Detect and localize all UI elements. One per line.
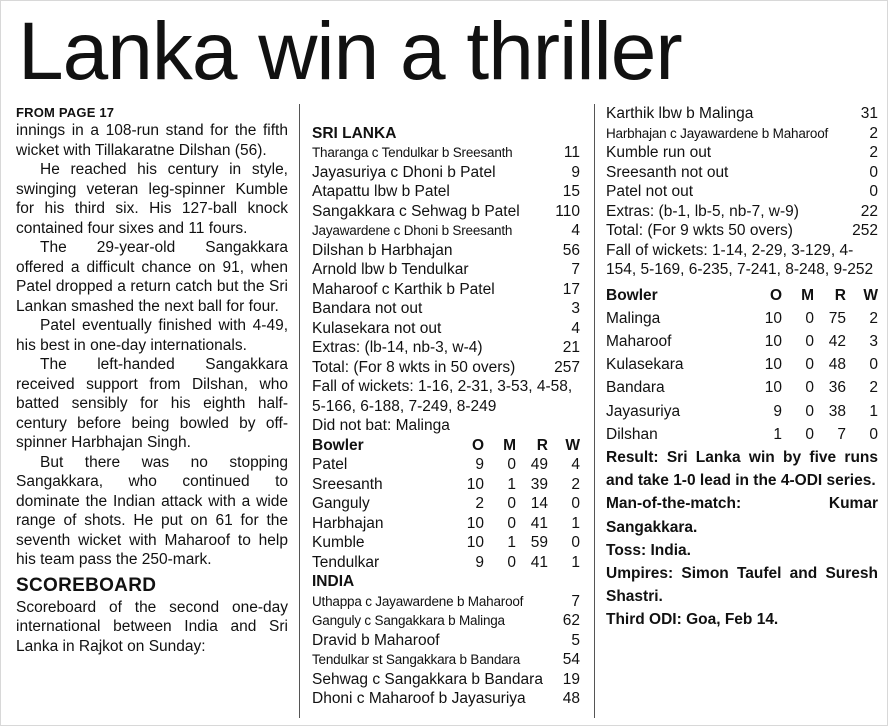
toss: Toss: India. bbox=[606, 541, 691, 559]
maidens: 0 bbox=[805, 425, 814, 443]
runs: 56 bbox=[562, 241, 580, 259]
runs: 48 bbox=[562, 690, 580, 707]
batsman: Kulasekara not out bbox=[312, 319, 442, 337]
bowler: Harbhajan bbox=[312, 514, 384, 532]
team-heading-india: INDIA bbox=[312, 573, 355, 590]
scoreboard-intro-text: Scoreboard of the second one-day international between India and Sri Lanka in Rajkot on Sunday: bbox=[16, 598, 288, 655]
runs-conceded: 48 bbox=[828, 356, 846, 374]
wickets: 1 bbox=[571, 514, 580, 532]
column-header: O bbox=[769, 286, 782, 304]
bowling-row bbox=[606, 423, 878, 446]
runs-conceded: 75 bbox=[828, 309, 846, 327]
maidens: 0 bbox=[805, 332, 814, 350]
runs-conceded: 49 bbox=[530, 456, 548, 473]
bowler: Maharoof bbox=[606, 332, 672, 350]
bowling-header-row bbox=[606, 284, 878, 307]
extras-label: Extras: (lb-14, nb-3, w-4) bbox=[312, 339, 483, 356]
wickets: 0 bbox=[869, 356, 878, 374]
batting-row bbox=[312, 280, 580, 300]
india-bowling-table bbox=[312, 436, 580, 573]
overs: 10 bbox=[764, 356, 782, 374]
bowler: Kumble bbox=[312, 534, 365, 551]
sri-lanka-batting bbox=[312, 143, 580, 338]
column-header: Bowler bbox=[312, 436, 364, 454]
bowling-row bbox=[312, 553, 580, 573]
wickets: 0 bbox=[571, 534, 580, 551]
column-header: W bbox=[565, 436, 580, 454]
next-match: Third ODI: Goa, Feb 14. bbox=[606, 611, 779, 629]
kicker: FROM PAGE 17 bbox=[16, 105, 115, 120]
wickets: 2 bbox=[869, 379, 878, 397]
batting-row bbox=[312, 631, 580, 651]
column-header: W bbox=[863, 286, 878, 304]
batsman: Atapattu lbw b Patel bbox=[312, 183, 450, 200]
runs-conceded: 41 bbox=[530, 553, 548, 571]
bowler: Ganguly bbox=[312, 495, 370, 512]
maidens: 1 bbox=[507, 475, 516, 493]
wickets: 2 bbox=[869, 309, 878, 327]
batsman: Kumble run out bbox=[606, 144, 712, 161]
overs: 10 bbox=[466, 534, 484, 551]
batting-row bbox=[312, 670, 580, 690]
overs: 2 bbox=[475, 495, 484, 512]
scoreboard-title: SCOREBOARD bbox=[16, 574, 157, 596]
runs-conceded: 42 bbox=[828, 332, 846, 350]
extras-row bbox=[606, 202, 878, 222]
runs: 2 bbox=[869, 124, 878, 142]
runs: 17 bbox=[562, 280, 580, 298]
batsman: Patel not out bbox=[606, 183, 694, 200]
fall-of-wickets: Fall of wickets: 1-16, 2-31, 3-53, 4-58, 5-166, 6-188, 7-249, 8-249 bbox=[312, 378, 573, 415]
runs: 0 bbox=[869, 163, 878, 181]
batsman: Uthappa c Jayawardene b Maharoof bbox=[312, 593, 524, 609]
column-header: R bbox=[536, 436, 548, 454]
overs: 10 bbox=[764, 309, 782, 327]
story-paragraph: Patel eventually finished with 4-49, his best in one-day internationals. bbox=[16, 317, 288, 354]
runs: 5 bbox=[571, 631, 580, 649]
sri-lanka-bowling-table bbox=[606, 284, 878, 446]
runs: 110 bbox=[555, 202, 580, 220]
overs: 10 bbox=[466, 475, 484, 493]
bowler: Jayasuriya bbox=[606, 402, 681, 420]
overs: 1 bbox=[773, 425, 782, 443]
runs-conceded: 14 bbox=[530, 495, 548, 512]
wickets: 1 bbox=[869, 402, 878, 420]
batting-row bbox=[312, 260, 580, 280]
batting-row bbox=[606, 163, 878, 183]
story-paragraph: The left-handed Sangakkara received support from Dilshan, who batted sensibly for his eighth half-century before being bowled by off-spinner Harbhajan Singh. bbox=[16, 356, 288, 451]
maidens: 0 bbox=[805, 309, 814, 327]
runs-conceded: 41 bbox=[530, 514, 548, 532]
batting-row bbox=[312, 611, 580, 631]
column-header: M bbox=[503, 436, 516, 454]
india-batting-continued bbox=[606, 104, 878, 202]
total-row bbox=[312, 358, 580, 378]
batsman: Karthik lbw b Malinga bbox=[606, 105, 754, 122]
batting-row bbox=[312, 650, 580, 670]
runs: 31 bbox=[860, 105, 878, 122]
bowler: Dilshan bbox=[606, 425, 658, 443]
runs: 9 bbox=[571, 163, 580, 181]
bowling-row bbox=[312, 533, 580, 553]
bowler: Sreesanth bbox=[312, 475, 383, 493]
bowler: Bandara bbox=[606, 379, 665, 397]
runs: 4 bbox=[571, 319, 580, 337]
bowling-row bbox=[606, 307, 878, 330]
batting-row bbox=[312, 592, 580, 612]
batting-row bbox=[312, 299, 580, 319]
column-header: R bbox=[834, 286, 846, 304]
batsman: Maharoof c Karthik b Patel bbox=[312, 280, 495, 298]
bowling-row bbox=[606, 353, 878, 376]
wickets: 2 bbox=[571, 475, 580, 493]
fall-of-wickets: Fall of wickets: 1-14, 2-29, 3-129, 4-154, 5-169, 6-235, 7-241, 8-248, 9-252 bbox=[606, 241, 874, 278]
batsman: Dhoni c Maharoof b Jayasuriya bbox=[312, 690, 526, 707]
intro-continuation-spacer bbox=[312, 104, 580, 124]
runs: 54 bbox=[562, 651, 580, 668]
maidens: 0 bbox=[507, 553, 516, 571]
runs-conceded: 7 bbox=[837, 425, 846, 443]
batting-row bbox=[312, 689, 580, 709]
column-header: Bowler bbox=[606, 286, 658, 304]
batsman: Bandara not out bbox=[312, 300, 423, 317]
runs: 0 bbox=[869, 183, 878, 200]
batsman: Jayasuriya c Dhoni b Patel bbox=[312, 163, 496, 181]
maidens: 0 bbox=[805, 356, 814, 374]
total-value: 257 bbox=[554, 358, 580, 376]
runs-conceded: 39 bbox=[530, 475, 548, 493]
story-column bbox=[16, 104, 288, 726]
extras-row bbox=[312, 338, 580, 358]
extras-value: 22 bbox=[860, 202, 878, 220]
batsman: Dilshan b Harbhajan bbox=[312, 241, 453, 259]
man-of-the-match: Man-of-the-match: Kumar Sangakkara. bbox=[606, 495, 878, 536]
runs-conceded: 38 bbox=[828, 402, 846, 420]
bowler: Patel bbox=[312, 456, 348, 473]
batting-row bbox=[312, 143, 580, 163]
headline: Lanka win a thriller bbox=[18, 6, 682, 97]
wickets: 1 bbox=[571, 553, 580, 571]
total-label: Total: (For 9 wkts 50 overs) bbox=[606, 222, 793, 239]
runs-conceded: 59 bbox=[530, 534, 548, 551]
runs-conceded: 36 bbox=[828, 379, 846, 397]
result: Result: Sri Lanka win by five runs and take 1-0 lead in the 4-ODI series. bbox=[606, 448, 878, 490]
batsman: Sehwag c Sangakkara b Bandara bbox=[312, 670, 543, 688]
batsman: Ganguly c Sangakkara b Malinga bbox=[312, 613, 505, 628]
overs: 10 bbox=[466, 514, 484, 532]
did-not-bat: Did not bat: Malinga bbox=[312, 417, 450, 434]
overs: 9 bbox=[475, 456, 484, 473]
runs: 11 bbox=[563, 144, 580, 161]
bowling-row bbox=[606, 400, 878, 423]
maidens: 1 bbox=[507, 534, 516, 551]
runs: 19 bbox=[562, 670, 580, 688]
batting-row bbox=[312, 319, 580, 339]
column-header: O bbox=[471, 436, 484, 454]
runs: 4 bbox=[571, 222, 580, 239]
batting-row bbox=[312, 163, 580, 183]
batting-row bbox=[606, 143, 878, 163]
column-header: M bbox=[801, 286, 814, 304]
overs: 9 bbox=[475, 553, 484, 571]
batting-row bbox=[312, 221, 580, 241]
runs: 2 bbox=[869, 144, 878, 161]
batsman: Tendulkar st Sangakkara b Bandara bbox=[312, 652, 521, 667]
batsman: Arnold lbw b Tendulkar bbox=[312, 261, 469, 278]
scorecard-column-2 bbox=[312, 104, 580, 726]
batting-row bbox=[312, 202, 580, 222]
team-heading-sri-lanka: SRI LANKA bbox=[312, 124, 397, 142]
wickets: 3 bbox=[869, 332, 878, 350]
bowler: Tendulkar bbox=[312, 553, 380, 571]
bowling-row bbox=[312, 475, 580, 495]
runs: 62 bbox=[562, 612, 580, 629]
bowling-row bbox=[312, 494, 580, 514]
bowling-row bbox=[312, 514, 580, 534]
runs: 7 bbox=[571, 261, 580, 278]
batsman: Sangakkara c Sehwag b Patel bbox=[312, 202, 520, 220]
maidens: 0 bbox=[507, 456, 516, 473]
batting-row bbox=[606, 104, 878, 124]
scoreboard-intro bbox=[16, 598, 288, 657]
wickets: 0 bbox=[571, 495, 580, 512]
batsman: Tharanga c Tendulkar b Sreesanth bbox=[312, 145, 513, 160]
overs: 9 bbox=[773, 402, 782, 420]
batting-row bbox=[312, 241, 580, 261]
bowling-row bbox=[312, 455, 580, 475]
total-label: Total: (For 8 wkts in 50 overs) bbox=[312, 358, 516, 376]
batsman: Sreesanth not out bbox=[606, 163, 729, 181]
total-row bbox=[606, 221, 878, 241]
wickets: 4 bbox=[571, 456, 580, 473]
story-paragraph: He reached his century in style, swinging veteran leg-spinner Kumble for his third six. His 127-ball knock contained four sixes and 11 fours. bbox=[16, 161, 288, 237]
extras-value: 21 bbox=[562, 339, 580, 356]
extras-label: Extras: (b-1, lb-5, nb-7, w-9) bbox=[606, 202, 799, 220]
runs: 15 bbox=[562, 183, 580, 200]
maidens: 0 bbox=[507, 495, 516, 512]
maidens: 0 bbox=[805, 379, 814, 397]
batting-row bbox=[606, 182, 878, 202]
story-paragraph: innings in a 108-run stand for the fifth wicket with Tillakaratne Dilshan (56). bbox=[16, 122, 288, 159]
batsman: Jayawardene c Dhoni b Sreesanth bbox=[312, 223, 513, 238]
bowling-row bbox=[606, 330, 878, 353]
runs: 7 bbox=[571, 592, 580, 610]
column-rule bbox=[594, 104, 595, 718]
bowling-row bbox=[606, 376, 878, 399]
story-paragraph: The 29-year-old Sangakkara offered a difficult chance on 91, when Patel dropped a return catch but the Sri Lankan smashed the next ball for four. bbox=[16, 239, 288, 315]
umpires: Umpires: Simon Taufel and Suresh Shastri. bbox=[606, 564, 878, 606]
batsman: Harbhajan c Jayawardene b Maharoof bbox=[606, 125, 829, 141]
total-value: 252 bbox=[852, 222, 878, 239]
overs: 10 bbox=[764, 379, 782, 397]
runs: 3 bbox=[571, 300, 580, 317]
india-batting bbox=[312, 592, 580, 709]
wickets: 0 bbox=[869, 425, 878, 443]
scorecard-column-3 bbox=[606, 104, 878, 726]
bowler: Kulasekara bbox=[606, 356, 684, 374]
batting-row bbox=[606, 124, 878, 144]
overs: 10 bbox=[764, 332, 782, 350]
story-paragraph: But there was no stopping Sangakkara, who continued to dominate the Indian attack with a wide range of shots. He put on 61 for the seventh wicket with Maharoof to help his team pass the 250-mark. bbox=[16, 453, 288, 568]
maidens: 0 bbox=[507, 514, 516, 532]
bowling-header-row bbox=[312, 436, 580, 456]
batting-row bbox=[312, 182, 580, 202]
maidens: 0 bbox=[805, 402, 814, 420]
column-rule bbox=[299, 104, 300, 718]
bowler: Malinga bbox=[606, 309, 661, 327]
batsman: Dravid b Maharoof bbox=[312, 631, 440, 649]
